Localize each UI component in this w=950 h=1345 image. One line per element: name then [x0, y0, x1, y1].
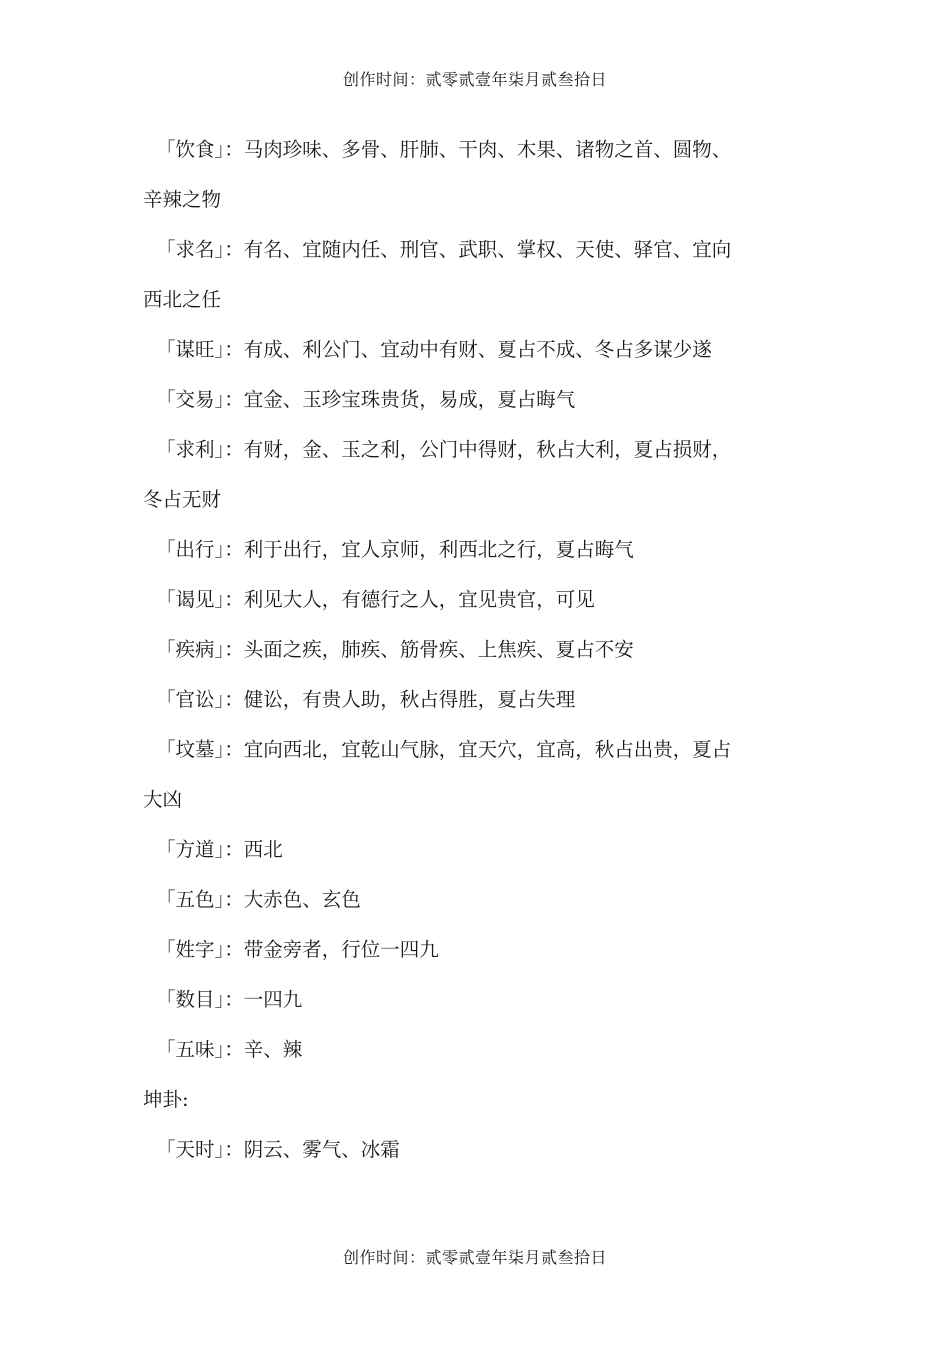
paragraph-tianshi: 「天时」：阴云、雾气、冰霜 — [156, 1138, 400, 1161]
document-body — [143, 125, 743, 1175]
paragraph-jiaoyi: 「交易」：宜金、玉珍宝珠贵货，易成，夏占晦气 — [156, 388, 576, 411]
paragraph-xingzi: 「姓字」：带金旁者，行位一四九 — [156, 938, 439, 961]
paragraph-shumu: 「数目」：一四九 — [156, 988, 303, 1011]
paragraph-chuxing: 「出行」：利于出行，宜人京师，利西北之行，夏占晦气 — [156, 538, 634, 561]
paragraph-wuse: 「五色」：大赤色、玄色 — [156, 888, 361, 911]
paragraph-mouwang: 「谋旺」：有成、利公门、宜动中有财、夏占不成、冬占多谋少遂 — [156, 338, 712, 361]
page-footer: 创作时间：贰零贰壹年柒月贰叁拾日 — [342, 1248, 607, 1267]
paragraph-wuwei: 「五味」：辛、辣 — [156, 1038, 303, 1061]
page-header: 创作时间：贰零贰壹年柒月贰叁拾日 — [342, 70, 607, 89]
paragraph-qiuli: 「求利」：有财，金、玉之利，公门中得财，秋占大利，夏占损财，冬占无财 — [143, 438, 732, 511]
paragraph-yinshi: 「饮食」：马肉珍味、多骨、肝肺、干肉、木果、诸物之首、圆物、辛辣之物 — [143, 138, 732, 211]
paragraph-guansong: 「官讼」：健讼，有贵人助，秋占得胜，夏占失理 — [156, 688, 576, 711]
section-heading-kungua: 坤卦: — [143, 1088, 189, 1111]
paragraph-yejian: 「谒见」：利见大人，有德行之人，宜见贵官，可见 — [156, 588, 595, 611]
paragraph-jibing: 「疾病」：头面之疾，肺疾、筋骨疾、上焦疾、夏占不安 — [156, 638, 634, 661]
paragraph-qiuming: 「求名」：有名、宜随内任、刑官、武职、掌权、天使、驿官、宜向西北之任 — [143, 238, 732, 311]
paragraph-fangdao: 「方道」：西北 — [156, 838, 283, 861]
paragraph-fenmu: 「坟墓」：宜向西北，宜乾山气脉，宜天穴，宜高，秋占出贵，夏占大凶 — [143, 738, 732, 811]
